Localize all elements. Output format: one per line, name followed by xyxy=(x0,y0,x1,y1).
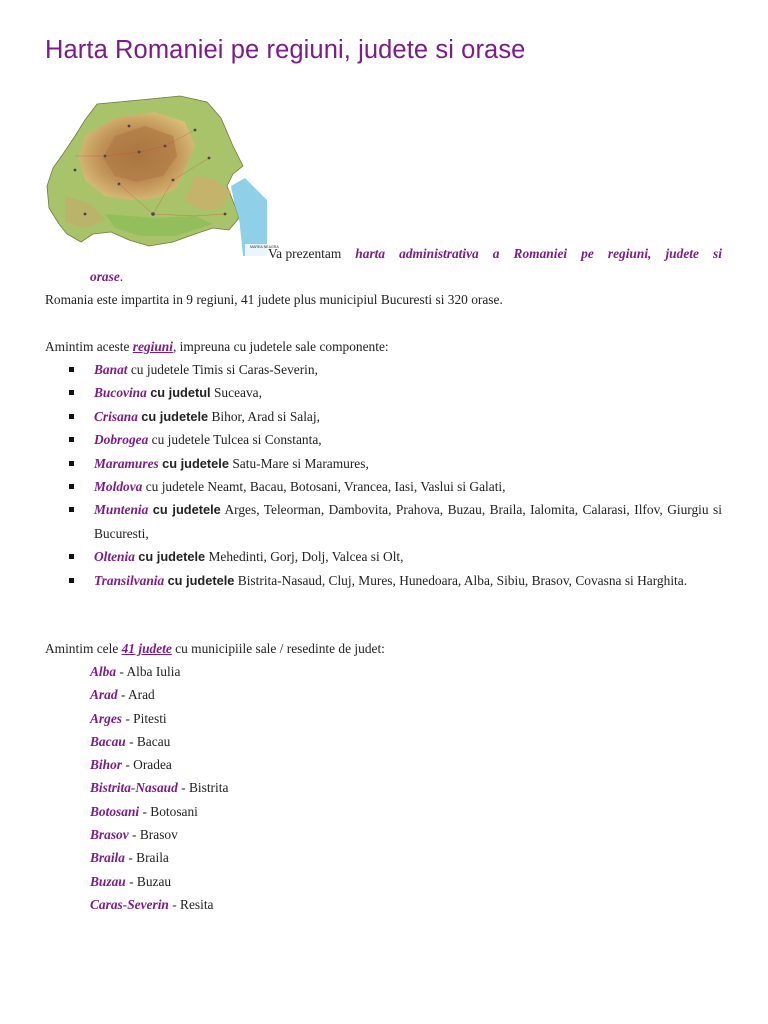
region-name: Oltenia xyxy=(94,549,135,565)
intro-harta-word: si xyxy=(712,246,722,261)
region-name: Muntenia xyxy=(94,502,149,518)
bullet-square-icon xyxy=(69,390,74,395)
county-name: Bihor xyxy=(90,757,123,773)
counties-intro xyxy=(45,637,385,660)
county-name: Arad xyxy=(90,687,118,703)
region-name: Dobrogea xyxy=(94,432,149,448)
regions-intro-after: , impreuna cu judetele sale componente: xyxy=(172,339,389,354)
intro-line-2 xyxy=(90,265,123,288)
page-title: Harta Romaniei pe regiuni, judete si orase xyxy=(45,36,526,64)
county-seat: Bistrita xyxy=(188,780,229,796)
county-seat: Brasov xyxy=(139,827,178,843)
intro-harta-word: judete xyxy=(665,246,699,261)
intro-harta-word: regiuni, xyxy=(607,246,652,261)
county-name: Arges xyxy=(90,710,122,726)
region-item xyxy=(45,475,722,498)
region-connector: cu judetele xyxy=(167,572,235,588)
intro-harta-word: administrativa xyxy=(399,246,479,261)
region-item xyxy=(45,498,722,545)
region-name: Moldova xyxy=(94,479,143,495)
county-name: Buzau xyxy=(90,873,126,889)
region-counties: Bihor, Arad si Salaj, xyxy=(211,408,320,424)
intro-summary: Romania este impartita in 9 regiuni, 41 judete plus municipiul Bucuresti si 320 orase. xyxy=(45,292,503,307)
bullet-square-icon xyxy=(69,578,74,583)
intro-harta-word: harta xyxy=(355,246,386,261)
region-counties: Suceava, xyxy=(213,385,262,401)
region-name: Transilvania xyxy=(94,572,165,588)
region-item xyxy=(45,405,722,428)
county-seat: Alba Iulia xyxy=(126,664,181,679)
region-counties: cu judetele Neamt, Bacau, Botosani, Vrancea, Iasi, Vaslui si Galati, xyxy=(145,479,506,495)
romania-map-image xyxy=(45,96,279,256)
region-item xyxy=(45,452,722,475)
region-item xyxy=(45,545,722,568)
county-name: Alba xyxy=(90,664,117,679)
region-counties: Satu-Mare si Maramures, xyxy=(232,455,369,471)
region-counties: Mehedinti, Gorj, Dolj, Valcea si Olt, xyxy=(208,549,404,565)
region-name: Crisana xyxy=(94,408,138,424)
county-name: Bistrita-Nasaud xyxy=(90,780,178,796)
regions-intro xyxy=(45,335,389,358)
region-name: Banat xyxy=(94,362,128,377)
bullet-square-icon xyxy=(69,507,74,512)
county-item: Botosani - Botosani xyxy=(90,803,198,819)
bullet-square-icon xyxy=(69,414,74,419)
intro-orase: orase xyxy=(90,269,120,284)
intro-harta-word: a xyxy=(492,246,500,261)
county-name: Braila xyxy=(90,850,125,866)
region-item xyxy=(45,569,722,592)
county-seat: Braila xyxy=(136,850,169,866)
county-seat: Oradea xyxy=(133,757,172,773)
county-name: Bacau xyxy=(90,733,126,749)
region-counties: cu judetele Timis si Caras-Severin, xyxy=(130,362,318,377)
county-item: Arad - Arad xyxy=(90,687,155,703)
county-item: Braila - Braila xyxy=(90,850,169,866)
county-seat: Arad xyxy=(127,687,155,703)
county-name: Caras-Severin xyxy=(90,896,169,912)
county-item: Arges - Pitesti xyxy=(90,710,167,726)
county-item: Brasov - Brasov xyxy=(90,827,178,843)
counties-intro-before: Amintim cele xyxy=(45,641,122,656)
county-item: Caras-Severin - Resita xyxy=(90,896,214,912)
region-item xyxy=(45,381,722,404)
region-connector: cu judetele xyxy=(138,549,206,565)
intro-period: . xyxy=(119,269,124,284)
bullet-square-icon xyxy=(69,367,74,372)
region-item xyxy=(45,428,722,451)
intro-line-1 xyxy=(268,242,722,265)
region-counties: Bistrita-Nasaud, Cluj, Mures, Hunedoara, Alba, Sibiu, Brasov, Covasna si Harghita. xyxy=(237,572,688,588)
county-item: Buzau - Buzau xyxy=(90,873,172,889)
map-sea-label: MAREA NEAGRA xyxy=(250,245,279,249)
county-item: Bihor - Oradea xyxy=(90,757,172,773)
county-name: Botosani xyxy=(90,803,140,819)
region-counties: Arges, Teleorman, Dambovita, Prahova, Buzau, Braila, Ialomita, Calarasi, Ilfov, Giurgiu si Bucuresti, xyxy=(94,502,722,541)
region-connector: cu judetele xyxy=(162,455,229,471)
region-connector: cu judetele xyxy=(141,408,209,424)
intro-harta-word: pe xyxy=(581,246,594,261)
regions-intro-before: Amintim aceste xyxy=(45,339,133,354)
bullet-square-icon xyxy=(69,461,74,466)
intro-va-prezentam: Va prezentam xyxy=(268,246,342,261)
county-seat: Botosani xyxy=(150,803,198,819)
intro-harta-word: Romaniei xyxy=(513,246,568,261)
region-counties: cu judetele Tulcea si Constanta, xyxy=(151,432,322,448)
bullet-square-icon xyxy=(69,484,74,489)
region-name: Maramures xyxy=(94,455,159,471)
county-seat: Buzau xyxy=(136,873,172,889)
counties-intro-after: cu municipiile sale / resedinte de judet: xyxy=(171,641,385,656)
region-connector: cu judetul xyxy=(150,385,211,401)
county-seat: Resita xyxy=(180,896,214,912)
judete-link[interactable]: 41 judete xyxy=(121,641,172,656)
county-item: Bacau - Bacau xyxy=(90,733,171,749)
county-item: Alba - Alba Iulia xyxy=(90,664,181,679)
region-connector: cu judetele xyxy=(152,502,221,518)
region-item xyxy=(45,358,722,381)
bullet-square-icon xyxy=(69,437,74,442)
county-name: Brasov xyxy=(90,827,129,843)
bullet-square-icon xyxy=(69,554,74,559)
counties-list xyxy=(90,660,228,916)
county-seat: Pitesti xyxy=(133,710,167,726)
regions-list xyxy=(45,358,722,592)
regiuni-link[interactable]: regiuni xyxy=(132,339,173,354)
county-item: Bistrita-Nasaud - Bistrita xyxy=(90,780,229,796)
region-name: Bucovina xyxy=(94,385,147,401)
county-seat: Bacau xyxy=(136,733,171,749)
